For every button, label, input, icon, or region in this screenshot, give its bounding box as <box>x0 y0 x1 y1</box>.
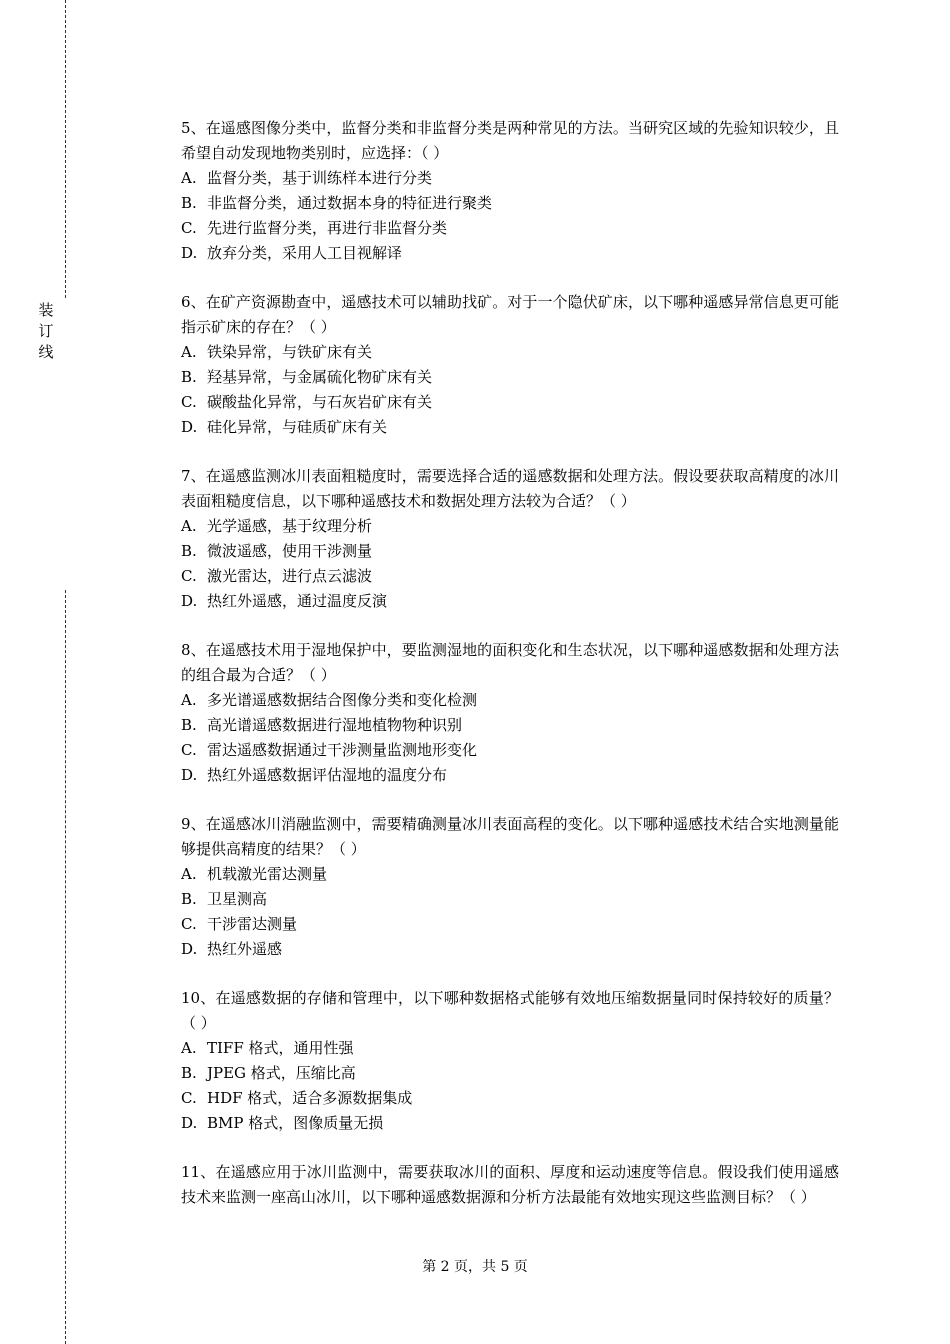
option-letter: A. <box>181 169 197 187</box>
option-b <box>181 713 839 738</box>
option-text: 监督分类，基于训练样本进行分类 <box>207 169 433 187</box>
option-text: 先进行监督分类，再进行非监督分类 <box>207 219 448 237</box>
question-stem: 8、在遥感技术用于湿地保护中，要监测湿地的面积变化和生态状况，以下哪种遥感数据和处理方法的组合最为合适？（ ） <box>181 641 839 684</box>
option-text: 羟基异常，与金属硫化物矿床有关 <box>207 368 433 386</box>
binding-label <box>36 300 56 363</box>
binding-char: 装 <box>38 301 54 319</box>
option-letter: B. <box>181 542 197 560</box>
option-a <box>181 862 839 887</box>
option-text: 雷达遥感数据通过干涉测量监测地形变化 <box>207 741 478 759</box>
binding-char: 订 <box>38 322 54 340</box>
option-text: 高光谱遥感数据进行湿地植物物种识别 <box>207 716 463 734</box>
page-number: 第 2 页，共 5 页 <box>422 1259 528 1275</box>
option-letter: A. <box>181 343 197 361</box>
option-text: TIFF 格式，通用性强 <box>207 1039 354 1057</box>
option-text: 激光雷达，进行点云滤波 <box>207 567 373 585</box>
option-c <box>181 912 839 937</box>
option-letter: B. <box>181 368 197 386</box>
question-9 <box>181 812 839 962</box>
option-c <box>181 564 839 589</box>
question-11 <box>181 1160 839 1210</box>
question-stem: 10、在遥感数据的存储和管理中，以下哪种数据格式能够有效地压缩数据量同时保持较好的质量？（ ） <box>181 989 839 1032</box>
option-letter: A. <box>181 1039 197 1057</box>
option-a <box>181 514 839 539</box>
question-10 <box>181 986 839 1136</box>
option-letter: D. <box>181 418 198 436</box>
option-letter: D. <box>181 592 198 610</box>
option-text: 机载激光雷达测量 <box>207 865 328 883</box>
option-c <box>181 216 839 241</box>
option-text: JPEG 格式，压缩比高 <box>207 1064 356 1082</box>
option-letter: B. <box>181 194 197 212</box>
question-stem: 5、在遥感图像分类中，监督分类和非监督分类是两种常见的方法。当研究区域的先验知识较少，且希望自动发现地物类别时，应选择：（ ） <box>181 119 839 162</box>
option-letter: A. <box>181 517 197 535</box>
option-letter: B. <box>181 716 197 734</box>
option-letter: D. <box>181 244 198 262</box>
option-text: 多光谱遥感数据结合图像分类和变化检测 <box>207 691 478 709</box>
option-letter: B. <box>181 890 197 908</box>
option-d <box>181 415 839 440</box>
option-letter: C. <box>181 741 197 759</box>
option-c <box>181 738 839 763</box>
option-text: 碳酸盐化异常，与石灰岩矿床有关 <box>207 393 433 411</box>
option-text: 非监督分类，通过数据本身的特征进行聚类 <box>207 194 493 212</box>
option-d <box>181 589 839 614</box>
option-letter: D. <box>181 940 198 958</box>
option-d <box>181 763 839 788</box>
option-c <box>181 1086 839 1111</box>
option-letter: C. <box>181 567 197 585</box>
question-stem: 11、在遥感应用于冰川监测中，需要获取冰川的面积、厚度和运动速度等信息。假设我们使用遥感技术来监测一座高山冰川，以下哪种遥感数据源和分析方法最能有效地实现这些监测目标？（ ） <box>181 1163 839 1206</box>
question-stem: 9、在遥感冰川消融监测中，需要精确测量冰川表面高程的变化。以下哪种遥感技术结合实地测量能够提供高精度的结果？（ ） <box>181 815 839 858</box>
binding-dashed-line-top <box>65 0 66 298</box>
option-text: BMP 格式，图像质量无损 <box>207 1114 384 1132</box>
option-text: 放弃分类，采用人工目视解译 <box>207 244 403 262</box>
option-letter: B. <box>181 1064 197 1082</box>
option-text: 卫星测高 <box>207 890 268 908</box>
question-8 <box>181 638 839 788</box>
option-b <box>181 1061 839 1086</box>
option-text: 热红外遥感 <box>207 940 283 958</box>
option-text: HDF 格式，适合多源数据集成 <box>207 1089 413 1107</box>
option-letter: C. <box>181 915 197 933</box>
question-6 <box>181 290 839 440</box>
option-a <box>181 166 839 191</box>
option-letter: A. <box>181 691 197 709</box>
option-letter: C. <box>181 219 197 237</box>
question-7 <box>181 464 839 614</box>
option-text: 光学遥感，基于纹理分析 <box>207 517 373 535</box>
option-a <box>181 688 839 713</box>
option-letter: C. <box>181 393 197 411</box>
question-stem: 6、在矿产资源勘查中，遥感技术可以辅助找矿。对于一个隐伏矿床，以下哪种遥感异常信息更可能指示矿床的存在？（ ） <box>181 293 839 336</box>
option-d <box>181 937 839 962</box>
option-text: 干涉雷达测量 <box>207 915 298 933</box>
binding-dashed-line-bottom <box>65 590 66 1344</box>
option-d <box>181 1111 839 1136</box>
option-a <box>181 1036 839 1061</box>
question-list <box>181 116 839 1234</box>
question-stem: 7、在遥感监测冰川表面粗糙度时，需要选择合适的遥感数据和处理方法。假设要获取高精度的冰川表面粗糙度信息，以下哪种遥感技术和数据处理方法较为合适？（ ） <box>181 467 839 510</box>
option-text: 铁染异常，与铁矿床有关 <box>207 343 373 361</box>
question-5 <box>181 116 839 266</box>
option-text: 热红外遥感数据评估湿地的温度分布 <box>207 766 448 784</box>
option-b <box>181 539 839 564</box>
option-d <box>181 241 839 266</box>
option-letter: D. <box>181 1114 198 1132</box>
option-letter: A. <box>181 865 197 883</box>
binding-char: 线 <box>38 343 54 361</box>
option-a <box>181 340 839 365</box>
option-text: 微波遥感，使用干涉测量 <box>207 542 373 560</box>
option-b <box>181 887 839 912</box>
option-b <box>181 191 839 216</box>
option-c <box>181 390 839 415</box>
option-text: 硅化异常，与硅质矿床有关 <box>207 418 388 436</box>
option-b <box>181 365 839 390</box>
option-letter: D. <box>181 766 198 784</box>
option-text: 热红外遥感，通过温度反演 <box>207 592 388 610</box>
option-letter: C. <box>181 1089 197 1107</box>
